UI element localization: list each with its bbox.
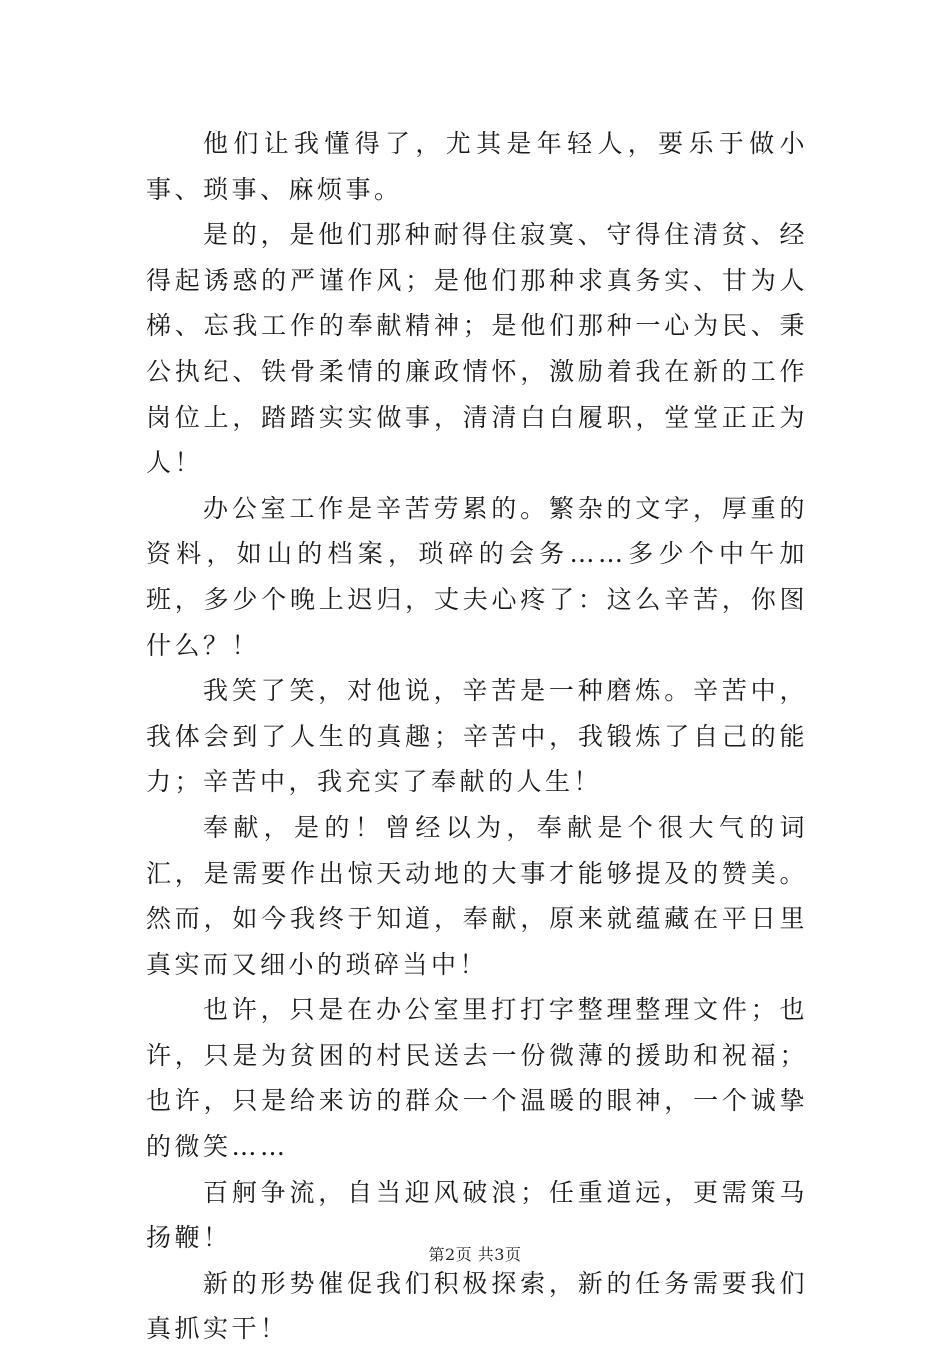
paragraph-1: 他们让我懂得了，尤其是年轻人，要乐于做小事、琐事、麻烦事。 <box>146 129 808 204</box>
paragraph-3: 办公室工作是辛苦劳累的。繁杂的文字，厚重的资料，如山的档案，琐碎的会务……多少个中午加班，多少个晚上迟归，丈夫心疼了：这么辛苦，你图什么？！ <box>146 493 808 660</box>
paragraph-8: 新的形势催促我们积极探索，新的任务需要我们真抓实干！ <box>146 1268 808 1344</box>
paragraph-7: 百舸争流，自当迎风破浪；任重道远，更需策马扬鞭！ <box>146 1177 808 1253</box>
paragraph-2: 是的，是他们那种耐得住寂寞、守得住清贫、经得起诱惑的严谨作风；是他们那种求真务实、甘为人梯、忘我工作的奉献精神；是他们那种一心为民、秉公执纪、铁骨柔情的廉政情怀，激励着我在新的工作岗位上，踏踏实实做事，清清白白履职，堂堂正正为人！ <box>146 220 808 478</box>
page-footer: 第2页 共3页 <box>428 1245 522 1264</box>
paragraph-6: 也许，只是在办公室里打打字整理整理文件；也许，只是为贫困的村民送去一份微薄的援助和祝福；也许，只是给来访的群众一个温暖的眼神，一个诚挚的微笑…… <box>146 995 808 1162</box>
paragraph-5: 奉献，是的！曾经以为，奉献是个很大气的词汇，是需要作出惊天动地的大事才能够提及的赞美。然而，如今我终于知道，奉献，原来就蕴藏在平日里真实而又细小的琐碎当中！ <box>146 812 808 979</box>
document-body <box>146 121 808 1352</box>
paragraph-4: 我笑了笑，对他说，辛苦是一种磨炼。辛苦中，我体会到了人生的真趣；辛苦中，我锻炼了自己的能力；辛苦中，我充实了奉献的人生！ <box>146 676 808 797</box>
